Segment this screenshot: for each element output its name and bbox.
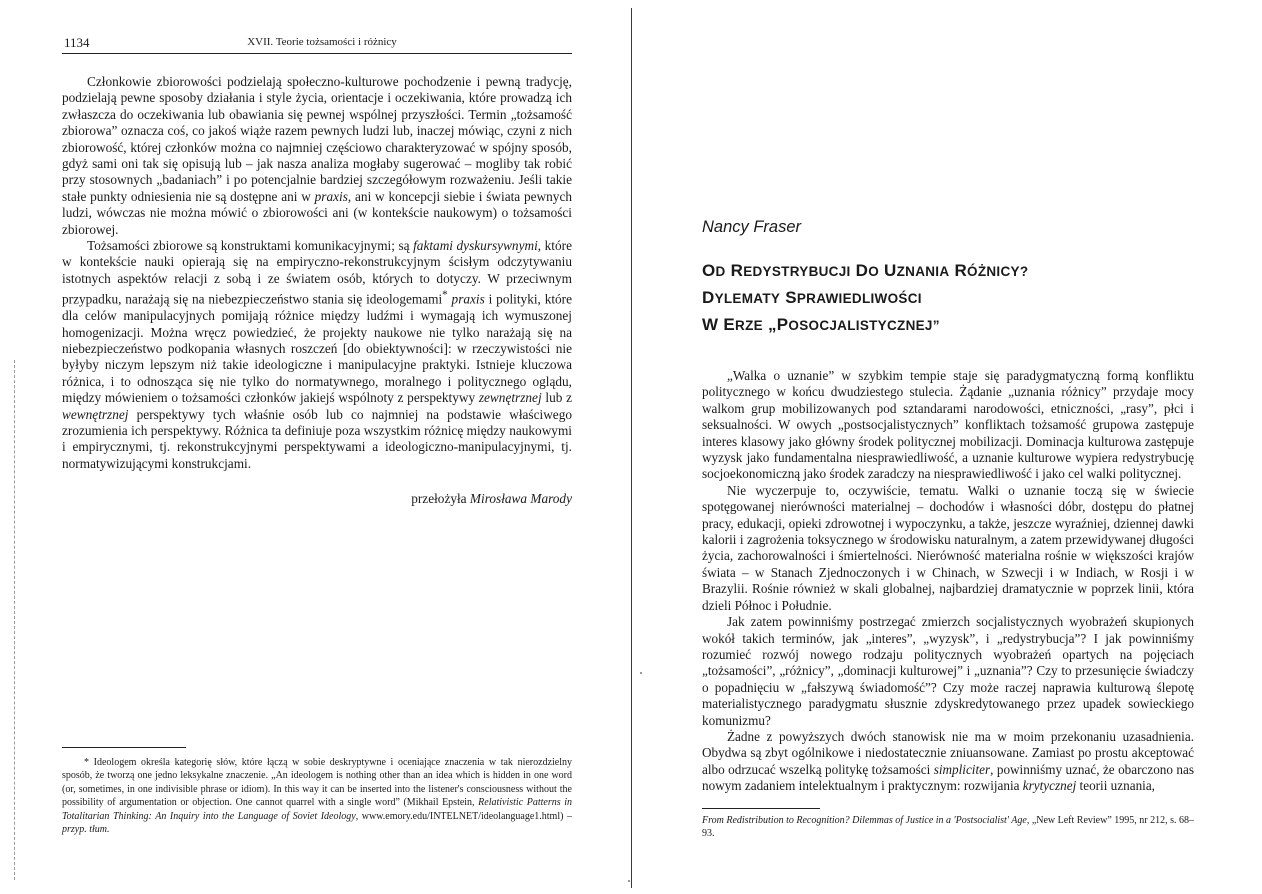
paragraph: Członkowie zbiorowości podzielają społeczno-kulturowe pochodzenie i pewną tradycję, podzielają pewne sposoby działania i style życia, orientacje i oczekiwania, które prowadzą ich zwłaszcza do oczekiwania lub obawiania się pewnej wspólnej przyszłości. Termin „tożsamość zbiorowa” oznacza coś, co jakoś wiąże razem pewnych ludzi lub, inaczej mówiąc, czyni z nich zbiorowość, której członków można co najmniej częściowo charakteryzować w spójny sposób, gdyż sami oni tak się opisują lub – jak nasza analiza mogłaby sugerować – mogliby tak robić przy stosownych „badaniach” i po potencjalnie bardziej szczegółowym rozważeniu. Jeśli takie stałe punkty odniesienia nie są dostępne ani w praxis, ani w koncepcji siebie i świata pewnych ludzi, wówczas nie można mówić o zbiorowości ani (w kontekście naukowym) o tożsamości zbiorowej. [62,74,572,237]
right-body-text [702,368,1194,795]
running-title: XVII. Teorie tożsamości i różnicy [247,36,397,48]
translator-credit: przełożyła Mirosława Marody [411,491,572,506]
author-name: Nancy Fraser [702,218,802,236]
footnote-divider [62,747,186,748]
running-header [62,35,572,54]
title-line: DYLEMATY SPRAWIEDLIWOŚCI [702,288,922,307]
source-note: From Redistribution to Recognition? Dilemmas of Justice in a 'Postsocialist' Age, „New Left Review” 1995, nr 212, s. 68–93. [702,815,1194,840]
paragraph: Tożsamości zbiorowe są konstruktami komunikacyjnymi; są faktami dyskursywnymi, które w kontekście nauki opierają się na empiryczno-rekonstrukcyjnym ścisłym odczytywaniu istotnych aspektów relacji z sobą i ze światem osób, których to dotyczy. W przeciwnym przypadku, narażają się na niebezpieczeństwo stania się ideologemami* praxis i polityki, które dla celów manipulacyjnych pomijają różnice między ludźmi i wymagają ich wymuszonej homogenizacji. Można wręcz powiedzieć, że projekty naukowe nie tylko narażają się na niebezpieczeństwo podkopania własnych roszczeń [do obiektywności]: w rzeczywistości nie byłyby niczym lepszym niż takie ideologiczne i manipulacyjne praktyki. Istnieje kluczowa różnica, i to odnosząca się nie tylko do normatywnego, moralnego i politycznego oglądu, między mówieniem o tożsamości członków jakiejś wspólnoty z perspektywy zewnętrznej lub z wewnętrznej perspektywy tych właśnie osób lub co najmniej na podstawie właściwego zrozumienia ich perspektywy. Różnica ta definiuje poza wszystkim różnicę między naukowymi i empirycznymi, tj. rekonstrukcyjnymi perspektywami a ideologiczno-manipulacyjnymi, tj. normatywizującymi konstrukcjami. [62,238,573,471]
title-line: OD REDYSTRYBUCJI DO UZNANIA RÓŻNICY? [702,261,1029,280]
scan-speck [628,880,630,882]
footnote: * Ideologem określa kategorię słów, które łączą w sobie deskryptywne i oceniające znaczenia w tak nierozdzielny sposób, że tworzą one jedno leksykalne znaczenie. „An ideologem is nothing other than an idea which is hidden in one word (or, sometimes, in one indivisible phrase or idiom). In this way it can be inserted into the listener's consciousness without the possibility of argumentation or objection. One cannot quarrel with a single word” (Mikhail Epstein, Relativistic Patterns in Totalitarian Thinking: An Inquiry into the Language of Soviet Ideology, www.emory.edu/INTELNET/ideolanguage1.html) – przyp. tłum. [62,757,573,836]
paragraph: Jak zatem powinniśmy postrzegać zmierzch socjalistycznych wyobrażeń skupionych wokół takich terminów, jak „interes”, „wyzysk”, i „redystrybucja”? I jak powinniśmy rozumieć rozwój nowego rodzaju politycznych wyobrażeń opartych na pojęciach „tożsamości”, „różnicy”, „dominacji kulturowej” i „uznania”? Czy to przesunięcie świadczy o popadnięciu w „fałszywą świadomość”? Czy może raczej naprawia kulturową ślepotę materialistycznego paradygmatu słusznie zdyskredytowanego przez upadek sowieckiego komunizmu? [702,614,1194,728]
paragraph: Żadne z powyższych dwóch stanowisk nie ma w moim przekonaniu uzasadnienia. Obydwa są zbyt ogólnikowe i niedostatecznie zniuansowane. Zamiast po prostu akceptować albo odrzucać wszelką politykę tożsamości simpliciter, powinniśmy uznać, że obarczono nas nowym zadaniem intelektualnym i praktycznym: rozwijania krytycznej teorii uznania, [702,728,1194,794]
title-line: W ERZE „POSOCJALISTYCZNEJ” [702,315,940,334]
scan-edge-artifact [14,360,16,880]
paragraph: „Walka o uznanie” w szybkim tempie staje się paradygmatyczną formą konfliktu politycznego w końcu dwudziestego stulecia. Żądanie „uznania różnicy” przydaje mocy walkom grup mobilizowanych pod sztandarami narodowości, etniczności, „rasy”, płci i seksualności. W owych „postsocjalistycznych” konfliktach tożsamość grupowa zastępuje interes klasowy jako główny środek politycznej mobilizacji. Dominacja kulturowa zastępuje wyzysk jako fundamentalna niesprawiedliwość, a uznanie kulturowe wypiera redystrybucję socjoekonomiczną jako środek zaradczy na niesprawiedliwość i jako cel walki politycznej. [702,368,1194,482]
left-body-text [62,74,572,472]
footnote-divider [702,808,820,809]
scan-speck [640,672,642,674]
article-title [702,258,1182,339]
right-page [632,0,1262,894]
paragraph: Nie wyczerpuje to, oczywiście, tematu. Walki o uznanie toczą się w świecie spotęgowanej nierówności materialnej – dochodów i własności dóbr, dostępu do płatnej pracy, edukacji, opieki zdrowotnej i wypoczynku, a także, jeszcze wyraźniej, dziennej dawki kalorii i zagrożenia toksycznego w środowisku naturalnym, a zatem przewidywanej długości życia, zachorowalności i śmiertelności. Nierówność materialna rośnie w większości krajów świata – w Stanach Zjednoczonych i w Chinach, w Szwecji i w Indiach, w Rosji i w Brazylii. Rośnie również w skali globalnej, najbardziej dramatycznie w poprzek linii, która dzieli Północ i Południe. [702,482,1194,613]
page-number: 1134 [64,35,90,50]
